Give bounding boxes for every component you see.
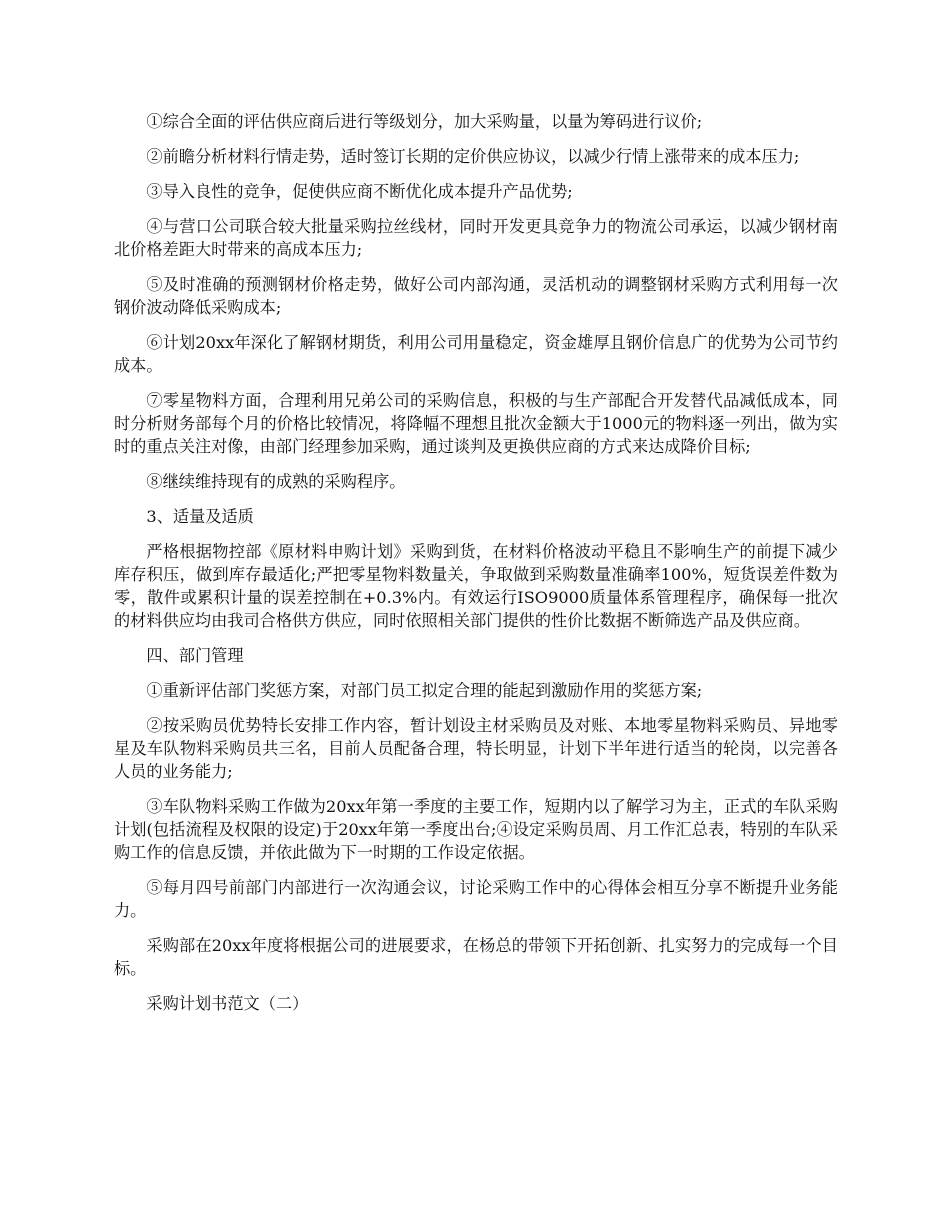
paragraph-strategy-5: ⑤及时准确的预测钢材价格走势，做好公司内部沟通，灵活机动的调整钢材采购方式利用每一次钢价波动降低采购成本;	[114, 275, 838, 317]
section-heading-quantity-quality: 3、适量及适质	[146, 507, 254, 526]
document-body	[114, 110, 838, 1027]
paragraph-quantity-quality: 严格根据物控部《原材料申购计划》采购到货，在材料价格波动平稳且不影响生产的前提下减少库存积压，做到库存最适化;严把零星物料数量关，争取做到采购数量准确率100%，短货误差件数为零，散件或累积计量的误差控制在+0.3%内。有效运行ISO9000质量体系管理程序，确保每一批次的材料供应均由我司合格供方供应，同时依照相关部门提供的性价比数据不断筛选产品及供应商。	[114, 542, 838, 630]
paragraph-conclusion: 采购部在20xx年度将根据公司的进展要求，在杨总的带领下开拓创新、扎实努力的完成每一个目标。	[114, 936, 838, 978]
paragraph-strategy-8: ⑧继续维持现有的成熟的采购程序。	[146, 472, 406, 491]
paragraph-management-1: ①重新评估部门奖惩方案，对部门员工拟定合理的能起到激励作用的奖惩方案;	[146, 681, 703, 700]
paragraph-management-2: ②按采购员优势特长安排工作内容，暂计划设主材采购员及对账、本地零星物料采购员、异地零星及车队物料采购员共三名，目前人员配备合理，特长明显，计划下半年进行适当的轮岗，以完善各人员的业务能力;	[114, 716, 838, 781]
paragraph-strategy-1: ①综合全面的评估供应商后进行等级划分，加大采购量，以量为筹码进行议价;	[146, 112, 703, 131]
paragraph-strategy-3: ③导入良性的竞争，促使供应商不断优化成本提升产品优势;	[146, 182, 573, 201]
paragraph-strategy-2: ②前瞻分析材料行情走势，适时签订长期的定价供应协议，以减少行情上涨带来的成本压力;	[146, 147, 800, 166]
section-heading-department-management: 四、部门管理	[146, 646, 244, 665]
paragraph-strategy-6: ⑥计划20xx年深化了解钢材期货，利用公司用量稳定，资金雄厚且钢价信息广的优势为公司节约成本。	[114, 333, 838, 375]
paragraph-strategy-7: ⑦零星物料方面，合理利用兄弟公司的采购信息，积极的与生产部配合开发替代品减低成本，同时分析财务部每个月的价格比较情况，将降幅不理想且批次金额大于1000元的物料逐一列出，做为实时的重点关注对像，由部门经理参加采购，通过谈判及更换供应商的方式来达成降价目标;	[114, 391, 838, 456]
paragraph-management-5: ⑤每月四号前部门内部进行一次沟通会议，讨论采购工作中的心得体会相互分享不断提升业务能力。	[114, 878, 838, 920]
section-title-sample-two: 采购计划书范文（二）	[146, 994, 309, 1013]
paragraph-management-3: ③车队物料采购工作做为20xx年第一季度的主要工作，短期内以了解学习为主，正式的车队采购计划(包括流程及权限的设定)于20xx年第一季度出台;④设定采购员周、月工作汇总表，特别的车队采购工作的信息反馈，并依此做为下一时期的工作设定依据。	[114, 797, 838, 862]
paragraph-strategy-4: ④与营口公司联合较大批量采购拉丝线材，同时开发更具竞争力的物流公司承运，以减少钢材南北价格差距大时带来的高成本压力;	[114, 217, 838, 259]
